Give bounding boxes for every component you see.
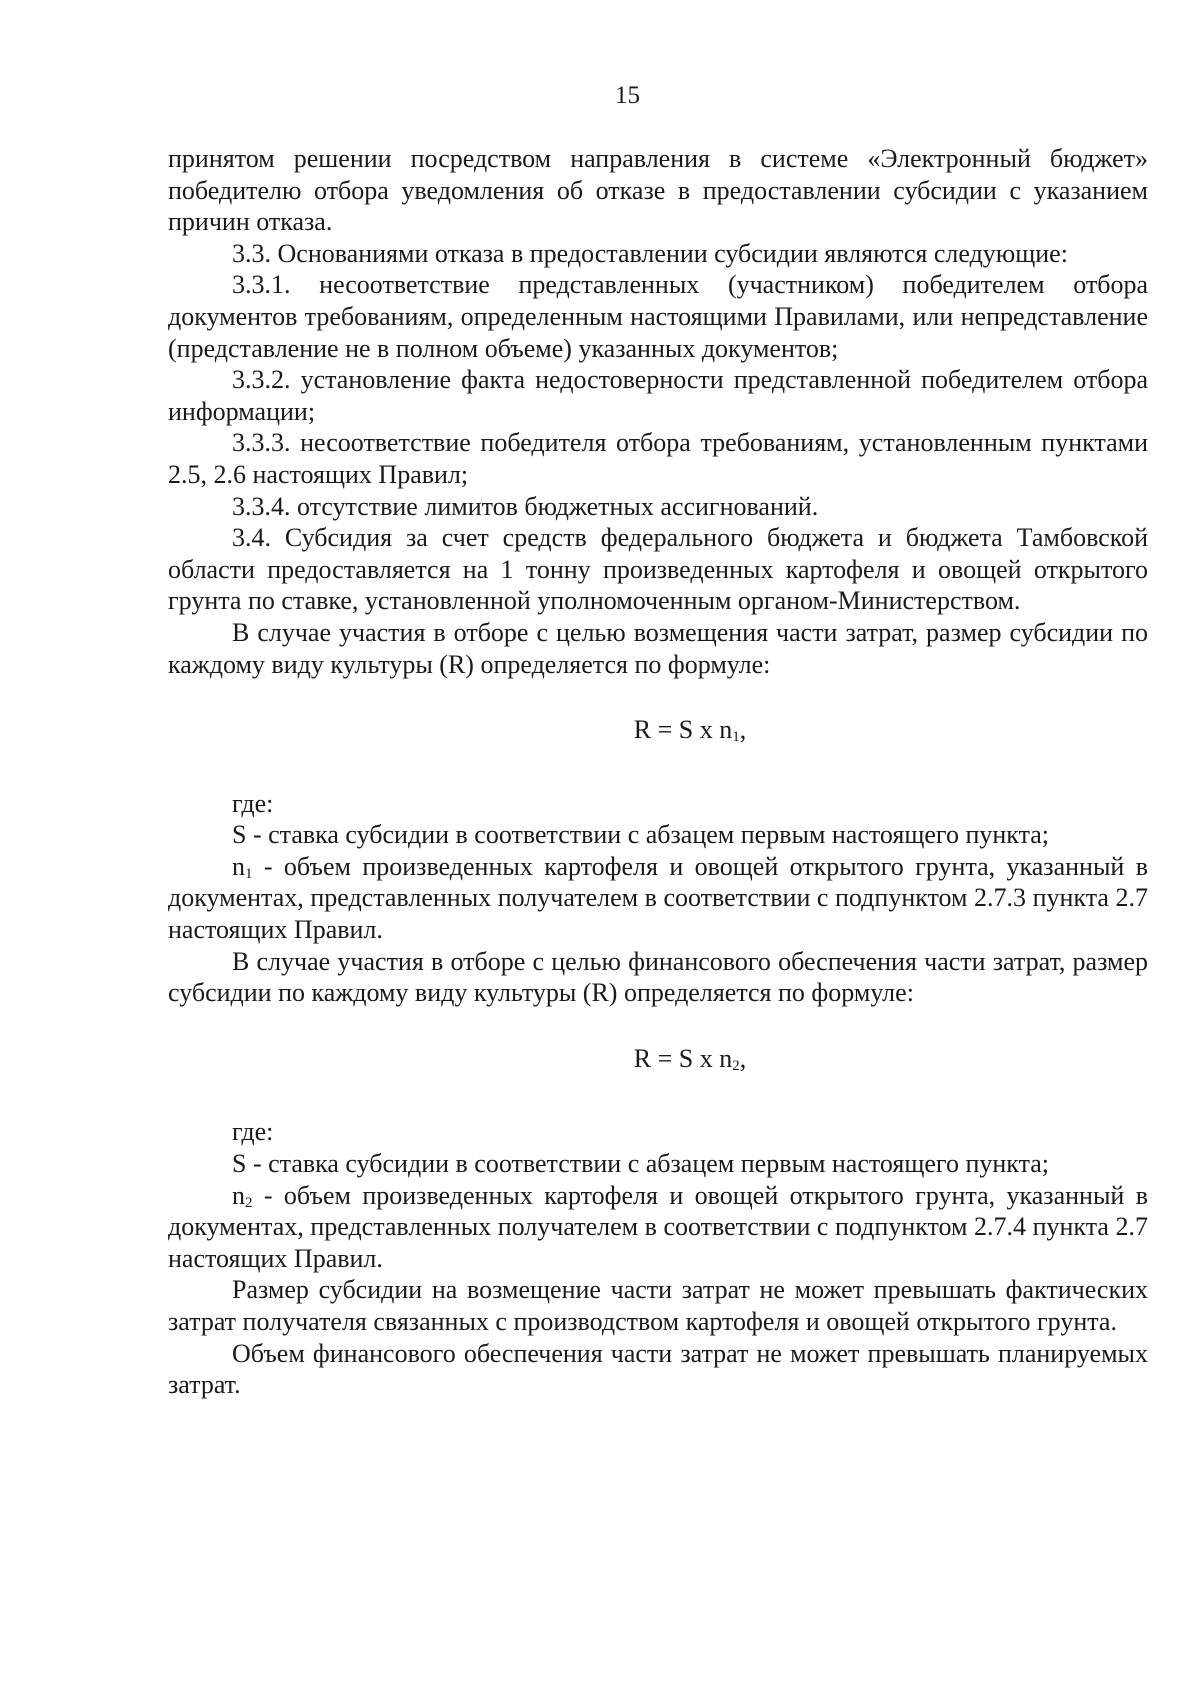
formula-tail: , xyxy=(739,1043,747,1073)
paragraph: Объем финансового обеспечения части затрат не может превышать планируемых затрат. xyxy=(168,1338,1148,1400)
formula-1 xyxy=(168,714,1148,746)
variable-subscript: 1 xyxy=(245,865,253,882)
formula-subscript: 1 xyxy=(732,729,740,746)
formula-2 xyxy=(168,1043,1148,1075)
paragraph: 3.3.2. установление факта недостоверности представленной победителем отбора информации; xyxy=(168,365,1148,426)
paragraph: Размер субсидии на возмещение части затрат не может превышать фактических затрат получателя связанных с производством картофеля и овощей открытого грунта. xyxy=(168,1275,1148,1336)
paragraph xyxy=(168,1180,1148,1275)
variable-definition: - объем произведенных картофеля и овощей открытого грунта, указанный в документах, представленных получателем в соответствии с подпунктом 2.7.4 пункта 2.7 настоящих Правил. xyxy=(168,1180,1148,1273)
paragraph: 3.3.4. отсутствие лимитов бюджетных ассигнований. xyxy=(232,491,819,521)
variable: n xyxy=(232,1180,245,1210)
paragraph: 3.4. Субсидия за счет средств федерального бюджета и бюджета Тамбовской области предоставляется на 1 тонну произведенных картофеля и овощей открытого грунта по ставке, установленной уполномоченным органом-Министерством. xyxy=(168,523,1148,616)
paragraph: S - ставка субсидии в соответствии с абзацем первым настоящего пункта; xyxy=(232,820,1050,850)
formula-text: R = S x n xyxy=(633,1043,733,1073)
paragraph: В случае участия в отборе с целью финансового обеспечения части затрат, размер субсидии по каждому виду культуры (R) определяется по формуле: xyxy=(168,946,1148,1008)
where-label: где: xyxy=(232,1117,274,1147)
paragraph: 3.3.3. несоответствие победителя отбора требованиям, установленным пунктами 2.5, 2.6 настоящих Правил; xyxy=(168,428,1148,489)
formula-tail: , xyxy=(739,715,747,745)
variable: n xyxy=(232,851,245,881)
page-number: 15 xyxy=(615,82,640,109)
document-body xyxy=(168,143,1148,1401)
paragraph xyxy=(168,851,1148,946)
paragraph: 3.3. Основаниями отказа в предоставлении субсидии являются следующие: xyxy=(232,238,1068,268)
variable-subscript: 2 xyxy=(245,1194,253,1211)
paragraph: принятом решении посредством направления в системе «Электронный бюджет» победителю отбора уведомления об отказе в предоставлении субсидии с указанием причин отказа. xyxy=(168,144,1148,237)
formula-subscript: 2 xyxy=(732,1057,740,1074)
formula-text: R = S x n xyxy=(633,715,733,745)
paragraph: В случае участия в отборе с целью возмещения части затрат, размер субсидии по каждому виду культуры (R) определяется по формуле: xyxy=(168,617,1148,679)
paragraph: 3.3.1. несоответствие представленных (участником) победителем отбора документов требованиям, определенным настоящими Правилами, или непредставление (представление не в полном объеме) указанных документов; xyxy=(168,270,1148,363)
paragraph: S - ставка субсидии в соответствии с абзацем первым настоящего пункта; xyxy=(232,1149,1050,1179)
variable-definition: - объем произведенных картофеля и овощей открытого грунта, указанный в документах, представленных получателем в соответствии с подпунктом 2.7.3 пункта 2.7 настоящих Правил. xyxy=(168,851,1148,945)
where-label: где: xyxy=(232,788,274,818)
